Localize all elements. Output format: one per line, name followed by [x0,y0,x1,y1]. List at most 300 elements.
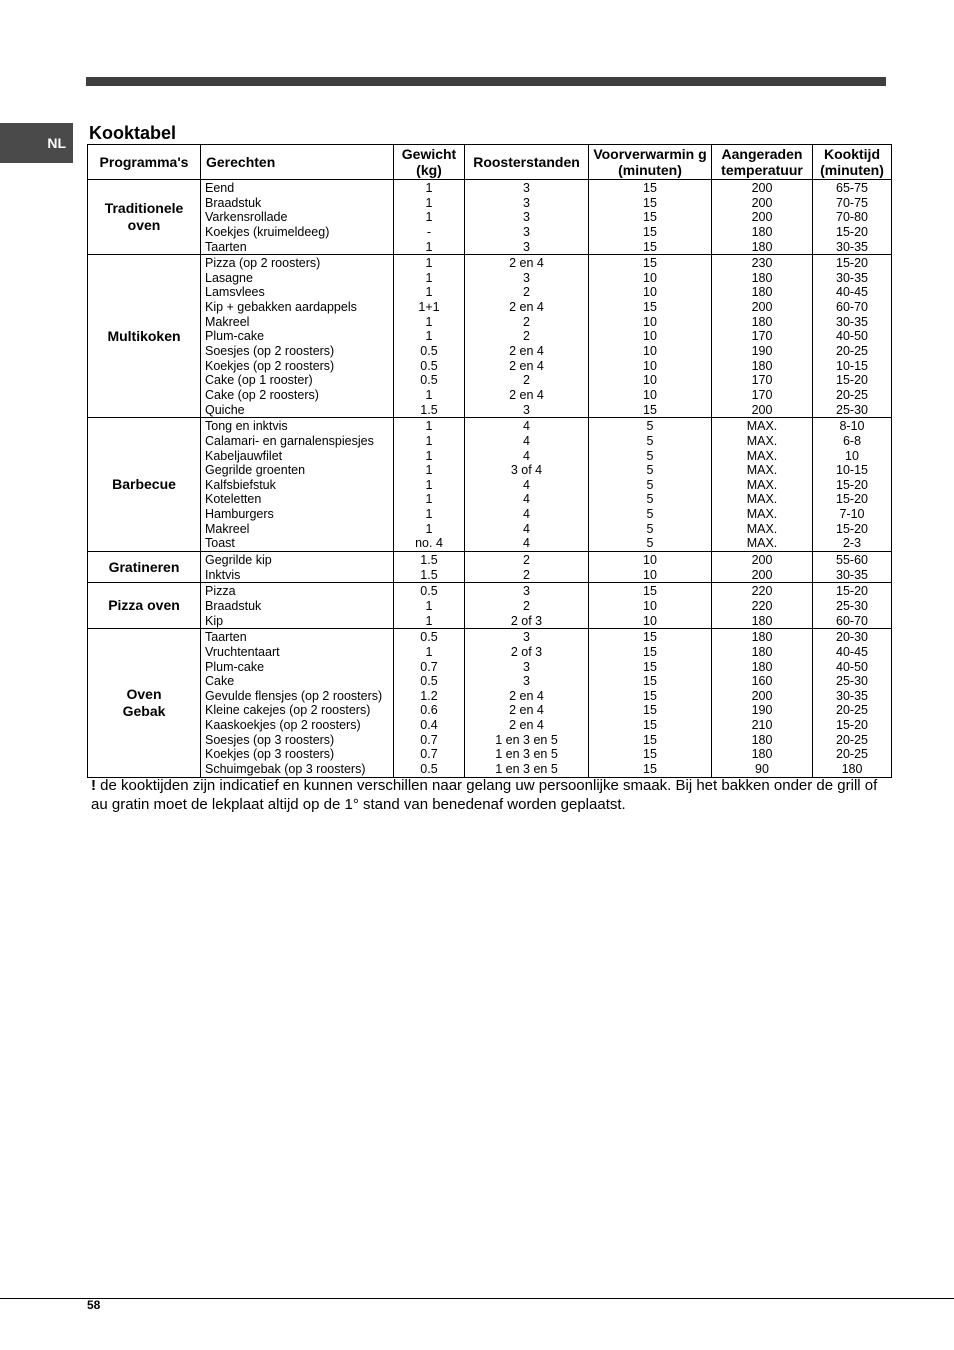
cooking-time-value: 20-30 [836,630,868,645]
dish-value: Lamsvlees [205,285,265,300]
dish-value: Soesjes (op 2 roosters) [205,344,335,359]
cooking-time-cell [813,255,892,418]
cooking-time-value: 8-10 [839,419,865,434]
weight-value: 0.4 [420,718,438,733]
preheat-value: 10 [643,270,657,285]
cooking-time-cell [813,583,892,629]
preheat-cell [589,583,712,629]
dish-value: Koekjes (kruimeldeeg) [205,224,330,239]
preheat-value: 15 [643,732,657,747]
weight-value: 1 [425,448,433,463]
dish-value: Braadstuk [205,195,262,210]
language-label: NL [47,135,66,151]
cooking-time-value: 40-45 [836,644,868,659]
cooking-time-value: 20-25 [836,703,868,718]
column-header-weight: Gewicht (kg) [394,145,465,180]
cooking-time-value: 15-20 [836,718,868,733]
weight-value: 1 [425,463,433,478]
dish-value: Cake (op 1 rooster) [205,373,313,388]
rack-value: 3 [523,210,530,225]
dish-value: Kip + gebakken aardappels [205,300,357,315]
weight-value: 0.6 [420,703,438,718]
weight-value: 1 [425,598,433,613]
weight-value: 1 [425,329,433,344]
preheat-value: 15 [643,747,657,762]
rack-value: 4 [523,521,530,536]
cooking-time-value: 2-3 [842,536,862,551]
temperature-value: 200 [751,181,773,195]
temperature-value: 180 [751,630,773,645]
dish-value: Koekjes (op 2 roosters) [205,358,335,373]
temperature-value: MAX. [746,521,778,536]
preheat-value: 15 [643,256,657,271]
program-name: Gratineren [108,558,180,575]
weight-value: 0.5 [420,674,438,689]
rack-value: 4 [523,477,530,492]
dish-value: Taarten [205,239,247,254]
table-row [88,583,892,629]
cooking-time-value: 25-30 [836,674,868,689]
preheat-value: 5 [646,507,654,522]
rack-value: 2 en 4 [509,703,544,718]
column-header-preheat: Voorverwarmin g (minuten) [589,145,712,180]
dish-value: Gevulde flensjes (op 2 roosters) [205,688,383,703]
preheat-value: 15 [643,674,657,689]
rack-value: 3 [523,181,530,195]
cooking-time-value: 15-20 [836,373,868,388]
language-tab [0,123,73,163]
preheat-cell [589,418,712,552]
table-row [88,180,892,255]
cooking-time-value: 20-25 [836,387,868,402]
rack-value: 2 [523,373,530,388]
temperature-cell [712,418,813,552]
rack-cell [465,180,589,255]
cooking-time-cell [813,552,892,583]
weight-value: 1 [425,507,433,522]
temperature-value: 180 [751,314,773,329]
dish-value: Vruchtentaart [205,644,280,659]
rack-value: 4 [523,507,530,522]
dish-value: Schuimgebak (op 3 roosters) [205,761,366,776]
weight-value: 1+1 [418,300,440,315]
preheat-value: 15 [643,300,657,315]
program-cell [88,255,201,418]
cooking-time-value: 55-60 [836,553,868,568]
program-name: Traditionele [104,200,184,217]
preheat-value: 5 [646,492,654,507]
dish-value: Tong en inktvis [205,419,288,434]
weight-value: 0.5 [420,373,438,388]
dish-cell [201,180,394,255]
program-name: Gebak [122,702,166,719]
weight-value: 0.5 [420,584,438,599]
weight-value: 1.2 [420,688,438,703]
dish-value: Varkensrollade [205,210,288,225]
dish-value: Cake (op 2 roosters) [205,387,319,402]
cooking-time-value: 15-20 [836,492,868,507]
cooking-time-value: 70-75 [836,195,868,210]
temperature-value: 180 [751,358,773,373]
preheat-value: 10 [643,387,657,402]
temperature-value: 180 [751,644,773,659]
dish-value: Cake [205,674,235,689]
cooking-time-value: 10 [845,448,859,463]
rack-value: 2 en 4 [509,718,544,733]
temperature-value: 180 [751,732,773,747]
table-row [88,255,892,418]
temperature-value: MAX. [746,419,778,434]
dish-value: Lasagne [205,270,253,285]
temperature-value: 180 [751,747,773,762]
temperature-value: 180 [751,613,773,628]
column-header-dish: Gerechten [201,145,394,180]
preheat-value: 15 [643,239,657,254]
weight-cell [394,583,465,629]
dish-value: Makreel [205,314,250,329]
table-row [88,552,892,583]
rack-cell [465,255,589,418]
temperature-value: 190 [751,344,773,359]
dish-value: Gegrilde kip [205,553,272,568]
page-title: Kooktabel [89,123,177,143]
program-cell [88,418,201,552]
cooking-time-value: 60-70 [836,300,868,315]
page-number: 58 [87,1298,101,1312]
temperature-value: 190 [751,703,773,718]
weight-cell [394,180,465,255]
cooking-time-value: 25-30 [836,402,868,417]
preheat-value: 10 [643,613,657,628]
rack-value: 3 [523,630,530,645]
weight-value: 1 [425,314,433,329]
cooking-time-value: 15-20 [836,224,868,239]
rack-value: 2 en 4 [509,387,544,402]
cooking-time-value: 40-50 [836,329,868,344]
preheat-value: 15 [643,659,657,674]
preheat-value: 5 [646,448,654,463]
cooking-time-value: 30-35 [836,239,868,254]
rack-cell [465,552,589,583]
weight-value: 1 [425,387,433,402]
dish-value: Toast [205,536,235,551]
rack-value: 2 of 3 [510,613,543,628]
cooking-time-value: 15-20 [836,584,868,599]
cooking-time-value: 40-45 [836,285,868,300]
temperature-value: 200 [751,195,773,210]
rack-value: 2 en 4 [509,358,544,373]
program-name: Oven [126,685,162,702]
temperature-value: 180 [751,285,773,300]
dish-value: Hamburgers [205,507,274,522]
weight-value: 0.5 [420,358,438,373]
preheat-value: 15 [643,688,657,703]
rack-value: 2 [523,314,530,329]
program-name: Multikoken [107,327,181,344]
cooking-time-value: 30-35 [836,567,868,582]
preheat-value: 10 [643,358,657,373]
temperature-value: 200 [751,402,773,417]
weight-value: 1.5 [420,553,438,568]
column-header-temperature: Aangeraden temperatuur [712,145,813,180]
temperature-value: 220 [751,584,773,599]
preheat-value: 10 [643,344,657,359]
preheat-cell [589,629,712,777]
weight-value: 0.5 [420,344,438,359]
rack-value: 2 of 3 [510,644,543,659]
temperature-value: 220 [751,598,773,613]
weight-value: 1 [425,210,433,225]
rack-cell [465,629,589,777]
cooking-time-value: 15-20 [836,477,868,492]
rack-value: 3 [523,584,530,599]
temperature-value: 180 [751,224,773,239]
weight-value: 0.7 [420,659,438,674]
temperature-value: MAX. [746,507,778,522]
preheat-value: 15 [643,195,657,210]
program-name: oven [127,217,161,234]
preheat-value: 10 [643,314,657,329]
weight-value: 0.5 [420,630,438,645]
rack-value: 2 en 4 [509,300,544,315]
warning-mark: ! [91,777,96,794]
table-row [88,418,892,552]
temperature-value: 90 [755,761,769,776]
dish-cell [201,255,394,418]
weight-value: 1 [425,521,433,536]
dish-value: Gegrilde groenten [205,463,306,478]
weight-value: 1 [425,181,433,195]
column-header-program: Programma's [88,145,201,180]
rack-cell [465,418,589,552]
preheat-value: 10 [643,285,657,300]
rack-value: 4 [523,448,530,463]
weight-value: 1 [425,239,433,254]
cooking-time-cell [813,629,892,777]
dish-value: Inktvis [205,567,241,582]
rack-value: 2 en 4 [509,256,544,271]
rack-value: 1 en 3 en 5 [495,747,558,762]
temperature-value: MAX. [746,448,778,463]
rack-value: 2 [523,598,530,613]
cooking-time-value: 6-8 [842,433,862,448]
rack-value: 2 [523,567,530,582]
rack-value: 1 en 3 en 5 [495,761,558,776]
weight-value: 1.5 [420,567,438,582]
footnote [91,776,891,814]
cooking-time-value: 70-80 [836,210,868,225]
rack-value: 3 of 4 [510,463,543,478]
temperature-value: 180 [751,239,773,254]
cooking-time-cell [813,180,892,255]
temperature-value: 180 [751,659,773,674]
dish-value: Makreel [205,521,250,536]
preheat-value: 5 [646,477,654,492]
preheat-value: 15 [643,761,657,776]
temperature-value: MAX. [746,536,778,551]
temperature-cell [712,629,813,777]
column-header-cooking-time: Kooktijd (minuten) [813,145,892,180]
weight-cell [394,255,465,418]
weight-value: 0.5 [420,761,438,776]
table-header-row [88,145,892,180]
dish-value: Plum-cake [205,659,265,674]
program-name: Barbecue [112,476,176,493]
dish-value: Koekjes (op 3 roosters) [205,747,335,762]
rack-value: 3 [523,659,530,674]
temperature-value: 210 [751,718,773,733]
cooking-time-value: 25-30 [836,598,868,613]
dish-value: Soesjes (op 3 roosters) [205,732,335,747]
rack-value: 4 [523,419,530,434]
dish-value: Kleine cakejes (op 2 roosters) [205,703,371,718]
cooking-time-value: 15-20 [836,256,868,271]
dish-value: Pizza [205,584,236,599]
temperature-value: MAX. [746,433,778,448]
dish-cell [201,418,394,552]
preheat-value: 5 [646,419,654,434]
preheat-value: 10 [643,598,657,613]
table-row [88,629,892,777]
preheat-cell [589,180,712,255]
cooking-table [87,144,892,778]
rack-value: 3 [523,224,530,239]
dish-value: Eend [205,181,235,195]
temperature-cell [712,180,813,255]
cooking-time-value: 40-50 [836,659,868,674]
temperature-value: MAX. [746,492,778,507]
temperature-value: 200 [751,553,773,568]
dish-value: Quiche [205,402,245,417]
cooking-time-cell [813,418,892,552]
temperature-value: 170 [751,329,773,344]
preheat-value: 5 [646,463,654,478]
preheat-value: 5 [646,521,654,536]
temperature-value: 200 [751,688,773,703]
dish-value: Koteletten [205,492,262,507]
cooking-time-value: 15-20 [836,521,868,536]
weight-value: 1 [425,433,433,448]
temperature-value: 200 [751,210,773,225]
cooking-time-value: 20-25 [836,344,868,359]
dish-value: Braadstuk [205,598,262,613]
rack-value: 3 [523,239,530,254]
preheat-value: 15 [643,402,657,417]
weight-value: 0.7 [420,732,438,747]
preheat-value: 5 [646,536,654,551]
weight-value: 0.7 [420,747,438,762]
dish-cell [201,583,394,629]
program-cell [88,180,201,255]
preheat-value: 15 [643,718,657,733]
temperature-value: 230 [751,256,773,271]
cooking-time-value: 180 [841,761,863,776]
preheat-value: 15 [643,584,657,599]
rack-value: 4 [523,492,530,507]
weight-value: 1 [425,285,433,300]
weight-value: 1 [425,613,433,628]
dish-value: Kaaskoekjes (op 2 roosters) [205,718,361,733]
temperature-cell [712,583,813,629]
temperature-cell [712,255,813,418]
weight-cell [394,418,465,552]
program-name: Pizza oven [108,597,180,614]
weight-value: 1 [425,492,433,507]
preheat-value: 15 [643,630,657,645]
dish-value: Kabeljauwfilet [205,448,283,463]
dish-value: Kalfsbiefstuk [205,477,276,492]
preheat-value: 15 [643,210,657,225]
temperature-value: MAX. [746,477,778,492]
rack-value: 3 [523,674,530,689]
temperature-value: 170 [751,373,773,388]
preheat-value: 15 [643,703,657,718]
column-header-rack: Roosterstanden [465,145,589,180]
preheat-value: 10 [643,567,657,582]
temperature-value: 180 [751,270,773,285]
weight-cell [394,552,465,583]
cooking-time-value: 30-35 [836,688,868,703]
temperature-value: 200 [751,567,773,582]
preheat-value: 10 [643,373,657,388]
footnote-text: de kooktijden zijn indicatief en kunnen verschillen naar gelang uw persoonlijke smaak. Bij het bakken onder de grill of au gratin moet de lekplaat altijd op de 1° stand van benedenaf worden geplaatst. [91,777,878,813]
preheat-cell [589,255,712,418]
temperature-value: MAX. [746,463,778,478]
cooking-time-value: 60-70 [836,613,868,628]
rack-value: 4 [523,536,530,551]
rack-value: 3 [523,195,530,210]
preheat-value: 15 [643,181,657,195]
weight-value: 1 [425,477,433,492]
dish-cell [201,629,394,777]
rack-value: 2 [523,553,530,568]
cooking-time-value: 20-25 [836,732,868,747]
rack-cell [465,583,589,629]
weight-value: no. 4 [415,536,443,551]
rack-value: 1 en 3 en 5 [495,732,558,747]
preheat-value: 15 [643,224,657,239]
weight-value: 1 [425,419,433,434]
program-cell [88,583,201,629]
preheat-value: 15 [643,644,657,659]
rack-value: 3 [523,270,530,285]
temperature-value: 170 [751,387,773,402]
temperature-cell [712,552,813,583]
rack-value: 2 en 4 [509,344,544,359]
rack-value: 2 [523,285,530,300]
weight-value: 1 [425,644,433,659]
rack-value: 2 [523,329,530,344]
header-rule [86,77,886,86]
dish-value: Plum-cake [205,329,265,344]
weight-value: 1 [425,256,433,271]
preheat-value: 5 [646,433,654,448]
cooking-time-value: 10-15 [836,358,868,373]
program-cell [88,552,201,583]
weight-value: 1 [425,195,433,210]
dish-value: Kip [205,613,224,628]
cooking-time-value: 30-35 [836,270,868,285]
program-cell [88,629,201,777]
cooking-time-value: 10-15 [836,463,868,478]
dish-value: Pizza (op 2 roosters) [205,256,321,271]
dish-value: Taarten [205,630,247,645]
dish-value: Calamari- en garnalenspiesjes [205,433,374,448]
rack-value: 3 [523,402,530,417]
preheat-cell [589,552,712,583]
weight-value: 1.5 [420,402,438,417]
cooking-time-value: 7-10 [839,507,865,522]
